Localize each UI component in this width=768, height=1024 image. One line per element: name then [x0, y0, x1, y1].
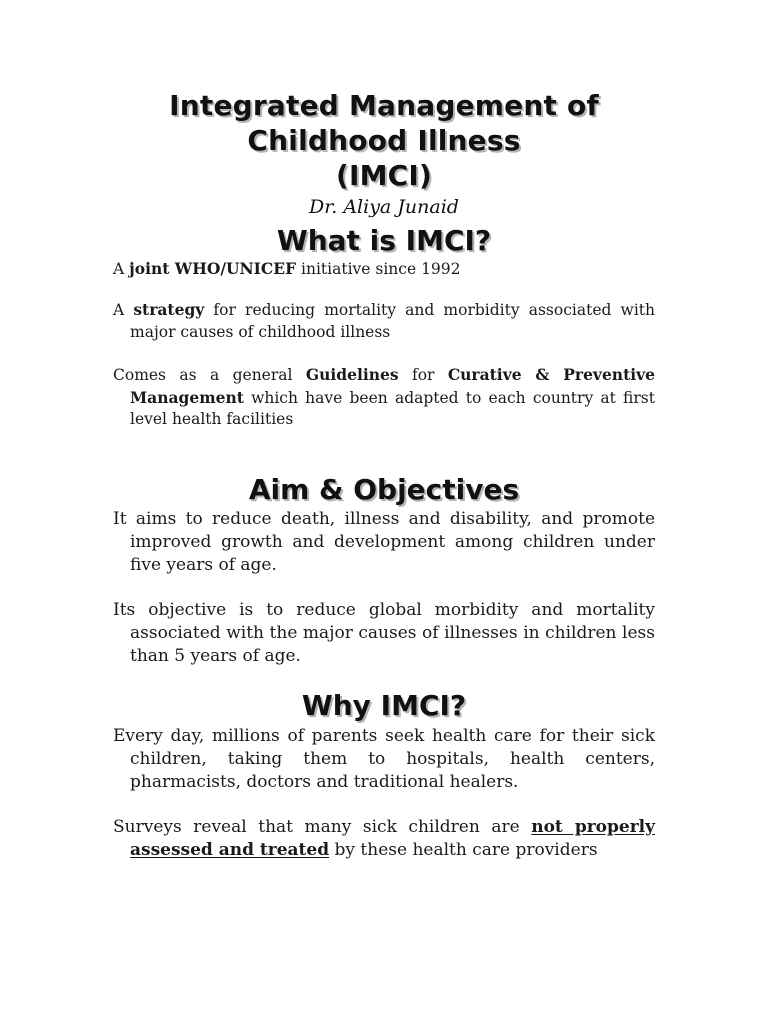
title-line-3: (IMCI) [335, 159, 433, 192]
author-name: Dr. Aliya Junaid [309, 196, 459, 218]
what-paragraph-2: A strategy for reducing mortality and morbidity associated with major causes of childhood illness [113, 300, 655, 341]
what-paragraph-3: Comes as a general Guidelines for Curative & Preventive Management which have been adapted to each country at first level health facilities [113, 365, 655, 428]
aim-paragraph-2: Its objective is to reduce global morbidity and mortality associated with the major causes of illnesses in children less than 5 years of age. [113, 600, 655, 666]
heading-why-imci: Why IMCI? [301, 689, 467, 722]
heading-aim-objectives: Aim & Objectives [248, 473, 520, 506]
title-line-1: Integrated Management of [169, 89, 599, 122]
why-paragraph-1: Every day, millions of parents seek health care for their sick children, taking them to hospitals, health centers, pharmacists, doctors and traditional healers. [113, 726, 655, 792]
aim-paragraph-1: It aims to reduce death, illness and disability, and promote improved growth and development among children under five years of age. [113, 509, 655, 575]
document-title [100, 88, 668, 193]
heading-what-is-imci: What is IMCI? [276, 224, 492, 257]
title-line-2: Childhood Illness [247, 124, 521, 157]
what-paragraph-1: A joint WHO/UNICEF initiative since 1992 [113, 259, 461, 278]
why-paragraph-2: Surveys reveal that many sick children are not properly assessed and treated by these health care providers [113, 817, 655, 860]
